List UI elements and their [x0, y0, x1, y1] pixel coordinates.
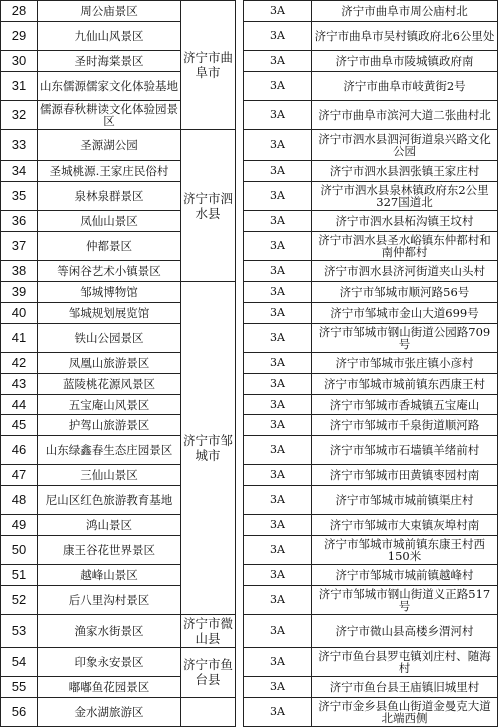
row-number: 30: [1, 50, 38, 71]
address: 济宁市泗水县泉林镇政府东2公里327国道北: [312, 182, 498, 211]
address: 济宁市泗水县泗河街道泉兴路文化公园: [312, 130, 498, 161]
table-row: [1, 50, 498, 71]
address: 济宁市邹城市顺河路56号: [312, 282, 498, 303]
scenic-spot-name: 尼山区红色旅游教育基地: [38, 486, 181, 515]
table-row: [1, 565, 498, 586]
address: 济宁市曲阜市陵城镇政府南: [312, 50, 498, 71]
column-divider: [236, 1, 244, 727]
address: 济宁市金乡县鱼山街道金曼克大道北端西侧: [312, 697, 498, 726]
scenic-level: 3A: [244, 302, 312, 323]
scenic-spot-name: 越峰山景区: [38, 565, 181, 586]
scenic-spot-name: 泉林泉群景区: [38, 182, 181, 211]
row-number: 45: [1, 415, 38, 436]
address: 济宁市邹城市城前镇东西康王村: [312, 373, 498, 394]
table-row: [1, 465, 498, 486]
table-row: [1, 1, 498, 22]
table-row: [1, 21, 498, 50]
row-number: 38: [1, 261, 38, 282]
row-number: 37: [1, 232, 38, 261]
scenic-level: 3A: [244, 615, 312, 647]
scenic-level: 3A: [244, 232, 312, 261]
address: 济宁市泗水县圣水峪镇东仲都村和南仲都村: [312, 232, 498, 261]
city-cell: 济宁市鱼台县: [181, 647, 236, 697]
scenic-level: 3A: [244, 647, 312, 676]
scenic-level: 3A: [244, 282, 312, 303]
table-row: [1, 211, 498, 232]
scenic-spot-name: 周公庙景区: [38, 1, 181, 22]
scenic-level: 3A: [244, 323, 312, 352]
scenic-level: 3A: [244, 697, 312, 726]
row-number: 40: [1, 302, 38, 323]
scenic-spot-name: 嘟嘟鱼花园景区: [38, 676, 181, 697]
scenic-level: 3A: [244, 465, 312, 486]
row-number: 31: [1, 71, 38, 100]
scenic-spot-name: 凤凰山旅游景区: [38, 352, 181, 373]
table-row: [1, 261, 498, 282]
scenic-spot-name: 鸿山景区: [38, 515, 181, 536]
scenic-spot-name: 后八里沟村景区: [38, 586, 181, 615]
row-number: 29: [1, 21, 38, 50]
row-number: 32: [1, 100, 38, 129]
address: 济宁市邹城市田黄镇枣园村南: [312, 465, 498, 486]
table-row: [1, 676, 498, 697]
table-row: [1, 302, 498, 323]
row-number: 56: [1, 697, 38, 726]
scenic-level: 3A: [244, 182, 312, 211]
address: 济宁市邹城市钢山街道义正路517号: [312, 586, 498, 615]
address: 济宁市邹城市钢山街道公园路709号: [312, 323, 498, 352]
scenic-spot-name: 康王谷花世界景区: [38, 536, 181, 565]
row-number: 53: [1, 615, 38, 647]
address: 济宁市邹城市张庄镇小彦村: [312, 352, 498, 373]
table-row: [1, 515, 498, 536]
scenic-spot-name: 儒源春秋耕读文化体验园景区: [38, 100, 181, 129]
scenic-spot-name: 五宝庵山风景区: [38, 394, 181, 415]
row-number: 54: [1, 647, 38, 676]
scenic-spot-name: 九仙山风景区: [38, 21, 181, 50]
address: 济宁市微山县高楼乡渭河村: [312, 615, 498, 647]
scenic-spot-name: 圣源湖公园: [38, 130, 181, 161]
scenic-level: 3A: [244, 100, 312, 129]
city-cell: [181, 697, 236, 726]
table-row: [1, 323, 498, 352]
scenic-level: 3A: [244, 21, 312, 50]
city-cell: 济宁市泗水县: [181, 130, 236, 282]
scenic-level: 3A: [244, 1, 312, 22]
address: 济宁市泗水县泗张镇王家庄村: [312, 161, 498, 182]
row-number: 35: [1, 182, 38, 211]
scenic-spot-name: 圣城桃源.王家庄民俗村: [38, 161, 181, 182]
scenic-spot-name: 渔家水街景区: [38, 615, 181, 647]
row-number: 43: [1, 373, 38, 394]
scenic-spot-name: 邹城规划展览馆: [38, 302, 181, 323]
row-number: 34: [1, 161, 38, 182]
row-number: 44: [1, 394, 38, 415]
city-cell: 济宁市微山县: [181, 615, 236, 647]
table-row: [1, 415, 498, 436]
row-number: 48: [1, 486, 38, 515]
scenic-spot-name: 等闲谷艺术小镇景区: [38, 261, 181, 282]
row-number: 52: [1, 586, 38, 615]
table-row: [1, 130, 498, 161]
scenic-level: 3A: [244, 536, 312, 565]
row-number: 49: [1, 515, 38, 536]
row-number: 50: [1, 536, 38, 565]
table-row: [1, 486, 498, 515]
address: 济宁市邹城市大束镇灰埠村南: [312, 515, 498, 536]
scenic-spot-name: 圣时海棠景区: [38, 50, 181, 71]
row-number: 51: [1, 565, 38, 586]
table-row: [1, 161, 498, 182]
scenic-level: 3A: [244, 71, 312, 100]
scenic-level: 3A: [244, 261, 312, 282]
scenic-spot-name: 邹城博物馆: [38, 282, 181, 303]
row-number: 47: [1, 465, 38, 486]
address: 济宁市曲阜市周公庙村北: [312, 1, 498, 22]
table-row: [1, 394, 498, 415]
scenic-level: 3A: [244, 50, 312, 71]
row-number: 33: [1, 130, 38, 161]
row-number: 55: [1, 676, 38, 697]
scenic-level: 3A: [244, 486, 312, 515]
address: 济宁市邹城市城前镇东康王村西150米: [312, 536, 498, 565]
address: 济宁市曲阜市岐黄街2号: [312, 71, 498, 100]
table-row: [1, 352, 498, 373]
scenic-level: 3A: [244, 130, 312, 161]
address: 济宁市泗水县柘沟镇王坟村: [312, 211, 498, 232]
table-row: [1, 586, 498, 615]
address: 济宁市曲阜市滨河大道二张曲村北: [312, 100, 498, 129]
scenic-spot-name: 护驾山旅游景区: [38, 415, 181, 436]
scenic-level: 3A: [244, 352, 312, 373]
address: 济宁市邹城市城前镇越峰村: [312, 565, 498, 586]
scenic-spot-name: 印象永安景区: [38, 647, 181, 676]
row-number: 46: [1, 436, 38, 465]
scenic-spot-name: 仲都景区: [38, 232, 181, 261]
table-row: [1, 100, 498, 129]
scenic-spot-name: 蓝陵桃花源风景区: [38, 373, 181, 394]
row-number: 42: [1, 352, 38, 373]
table-row: [1, 697, 498, 726]
scenic-spot-name: 三仙山景区: [38, 465, 181, 486]
scenic-spot-name: 山东儒源儒家文化体验基地: [38, 71, 181, 100]
address: 济宁市鱼台县王庙镇旧城里村: [312, 676, 498, 697]
address: 济宁市曲阜市吴村镇政府北6公里处: [312, 21, 498, 50]
table-row: [1, 71, 498, 100]
address: 济宁市邹城市城前镇渠庄村: [312, 486, 498, 515]
scenic-level: 3A: [244, 565, 312, 586]
table-row: [1, 282, 498, 303]
address: 济宁市泗水县济河街道夹山头村: [312, 261, 498, 282]
scenic-level: 3A: [244, 373, 312, 394]
scenic-level: 3A: [244, 436, 312, 465]
row-number: 39: [1, 282, 38, 303]
city-cell: 济宁市曲阜市: [181, 1, 236, 130]
address: 济宁市邹城市香城镇五宝庵山: [312, 394, 498, 415]
scenic-spot-name: 凤仙山景区: [38, 211, 181, 232]
table-row: [1, 647, 498, 676]
scenic-spot-name: 铁山公园景区: [38, 323, 181, 352]
address: 济宁市鱼台县罗屯镇刘庄村、随海村: [312, 647, 498, 676]
row-number: 41: [1, 323, 38, 352]
address: 济宁市邹城市金山大道699号: [312, 302, 498, 323]
scenic-level: 3A: [244, 211, 312, 232]
scenic-level: 3A: [244, 394, 312, 415]
scenic-level: 3A: [244, 586, 312, 615]
scenic-spot-name: 金水湖旅游区: [38, 697, 181, 726]
address: 济宁市邹城市千泉街道顺河路: [312, 415, 498, 436]
table-row: [1, 436, 498, 465]
address: 济宁市邹城市石墙镇羊绪前村: [312, 436, 498, 465]
scenic-spot-name: 山东绿鑫春生态庄园景区: [38, 436, 181, 465]
scenic-level: 3A: [244, 415, 312, 436]
table-row: [1, 182, 498, 211]
scenic-level: 3A: [244, 161, 312, 182]
table-row: [1, 373, 498, 394]
city-cell: 济宁市邹城市: [181, 282, 236, 615]
table-row: [1, 615, 498, 647]
scenic-level: 3A: [244, 515, 312, 536]
table-row: [1, 232, 498, 261]
row-number: 36: [1, 211, 38, 232]
row-number: 28: [1, 1, 38, 22]
scenic-level: 3A: [244, 676, 312, 697]
table-row: [1, 536, 498, 565]
